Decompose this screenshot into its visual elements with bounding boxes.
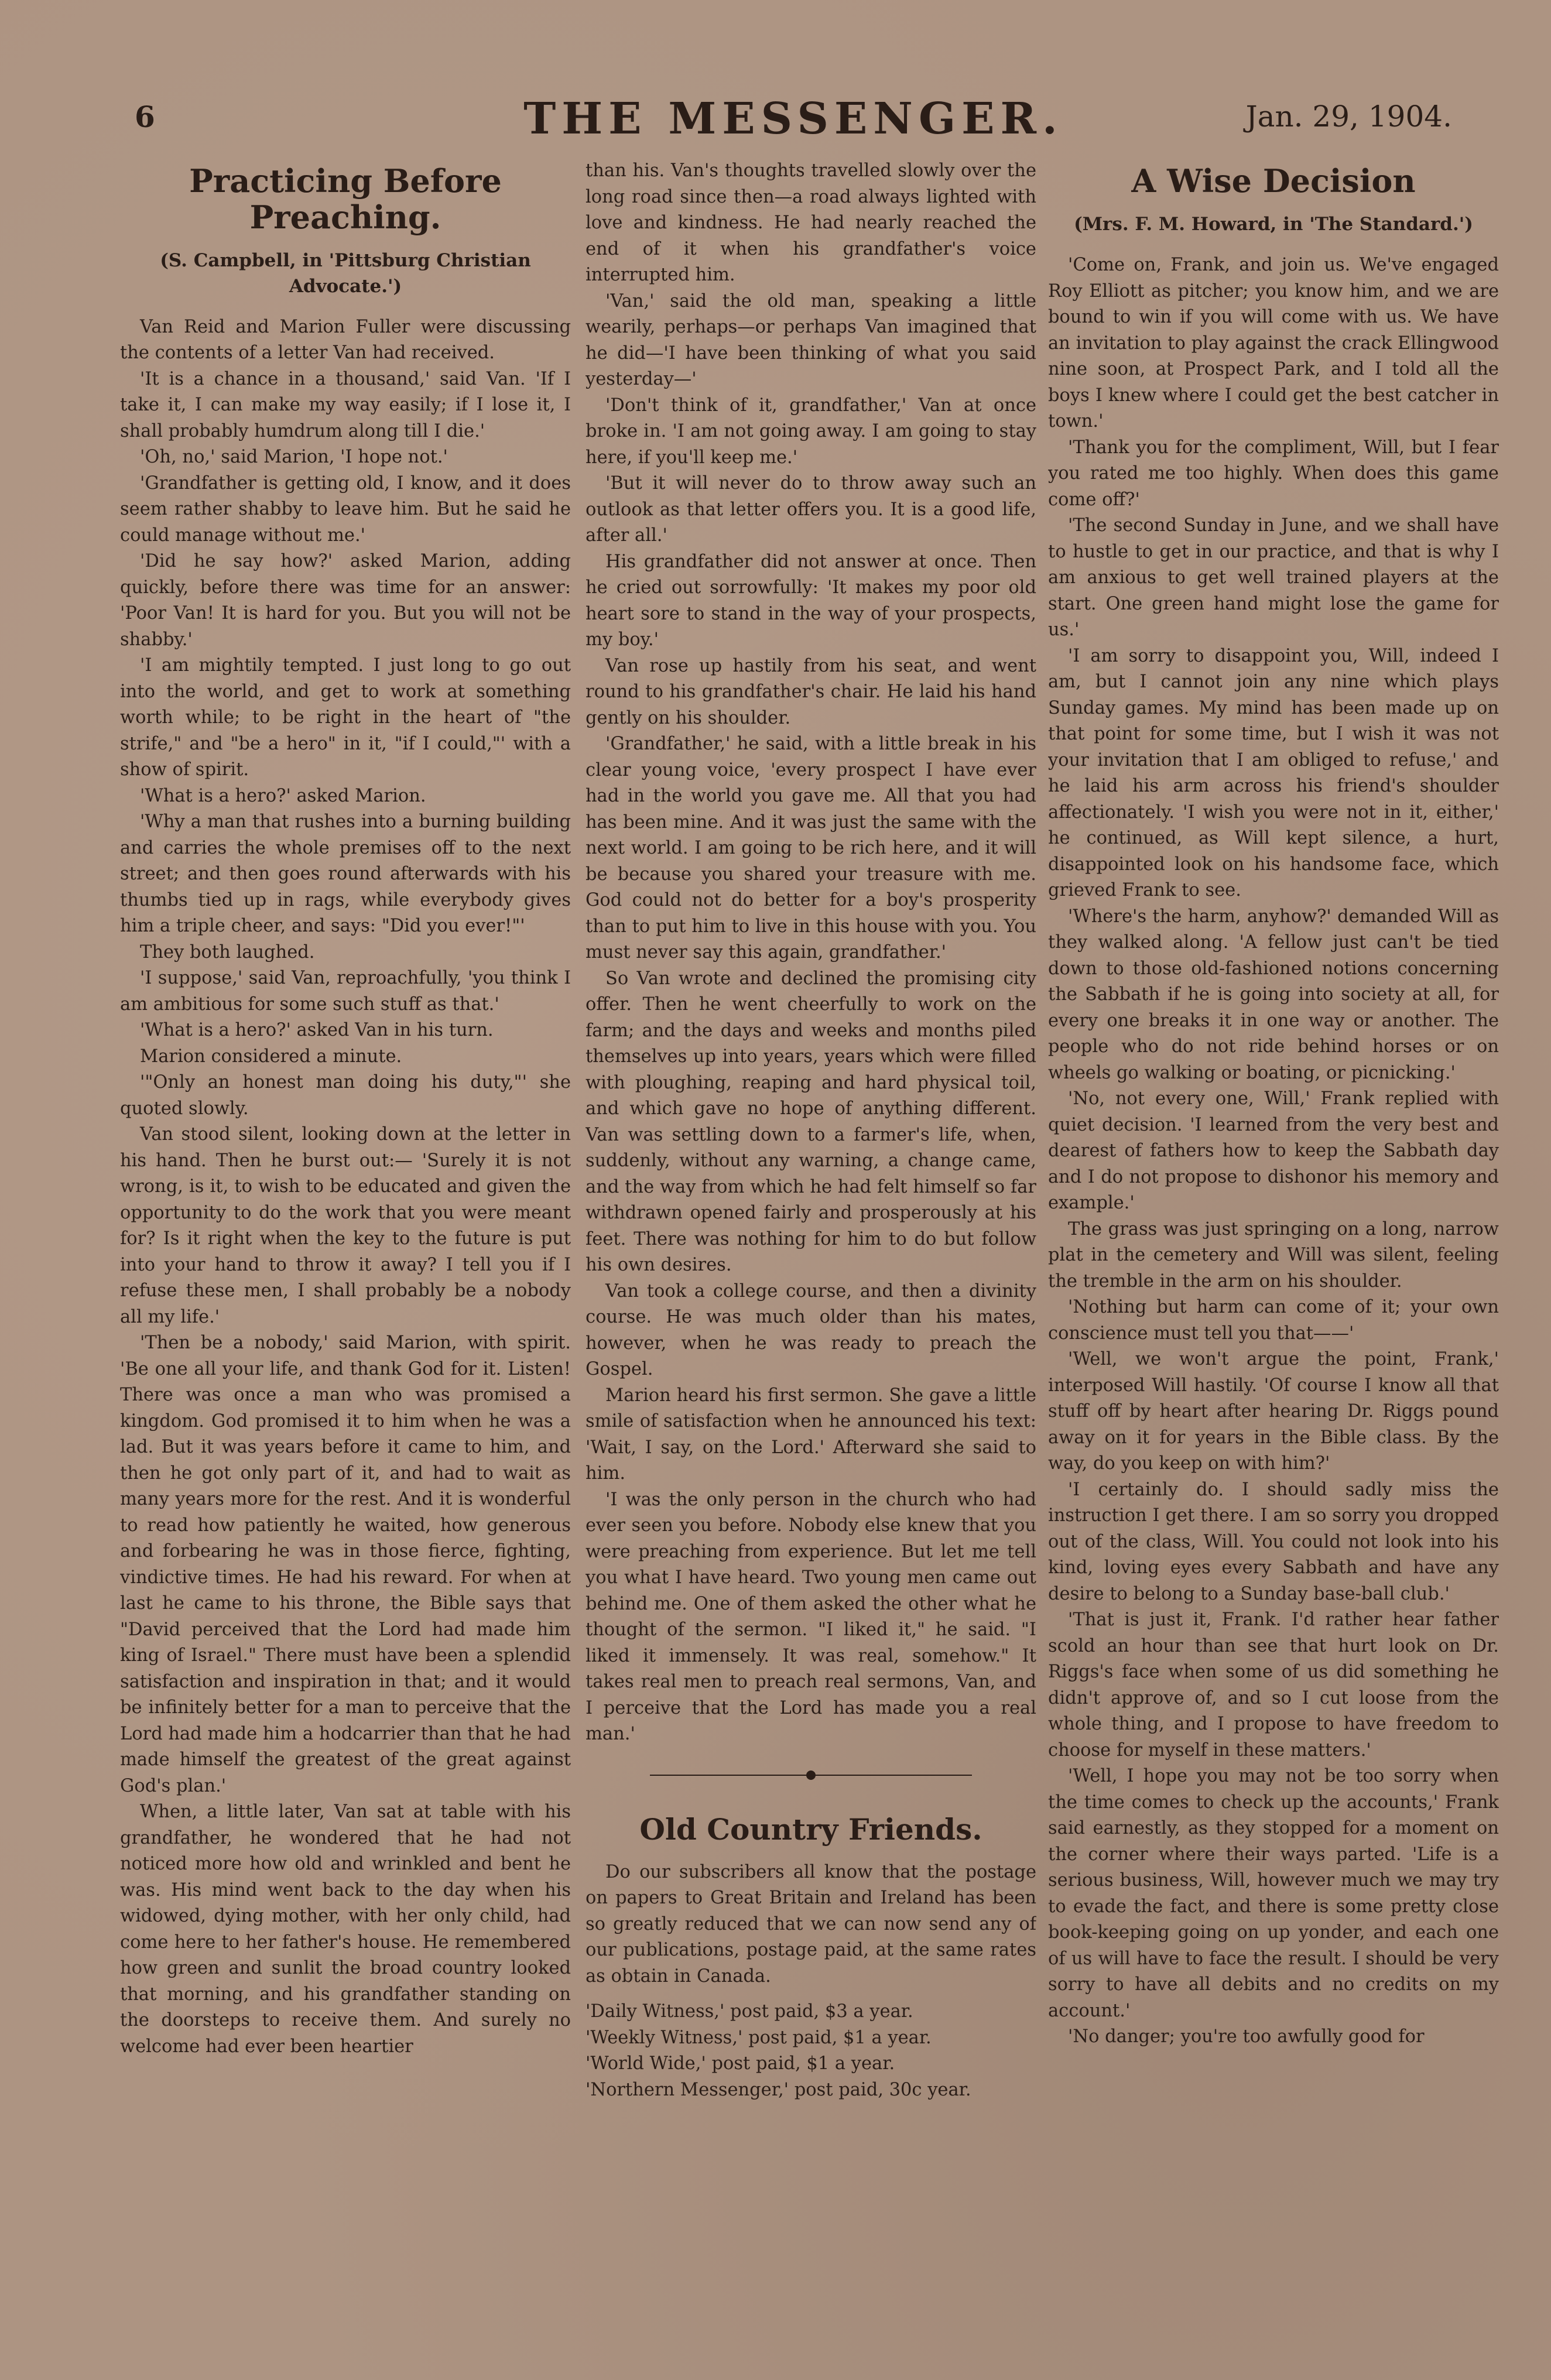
paragraph: Van took a college course, and then a divinity course. He was much older than his mates, however, when he was ready to preach the Gospel. xyxy=(586,1280,1036,1379)
paragraph: 'Oh, no,' said Marion, 'I hope not.' xyxy=(140,447,448,468)
column-2 xyxy=(586,158,1036,2324)
paragraph: Marion considered a minute. xyxy=(140,1046,402,1067)
paragraph: 'Well, I hope you may not be too sorry when the time comes to check up the accounts,' Frank said earnestly, as they stopped for a moment on the corner where their ways parted. 'Life is a serious business, Will, however much we may try to evade the fact, and there is some pretty close book-keeping going on up yonder, and each one of us will have to face the result. I should be very sorry to have all debits and no credits on my account.' xyxy=(1048,1766,1499,2021)
paragraph: 'I certainly do. I should sadly miss the instruction I get there. I am so sorry you dropped out of the class, Will. You could not look into his kind, loving eyes every Sabbath and have any desire to belong to a Sunday base-ball club.' xyxy=(1048,1479,1499,1604)
price-item: 'Daily Witness,' post paid, $3 a year. xyxy=(586,2001,913,2022)
divider-ornament xyxy=(806,1771,816,1780)
paragraph: 'Well, we won't argue the point, Frank,' interposed Will hastily. 'Of course I know all that stuff off by heart after hearing Dr. Riggs pound away on it for years in the Bible class. By the way, do you keep on with him?' xyxy=(1048,1349,1499,1474)
paragraph: 'Grandfather is getting old, I know, and it does seem rather shabby to leave him. But he said he could manage without me.' xyxy=(120,472,571,546)
column-1 xyxy=(120,158,571,2324)
paragraph: 'No, not every one, Will,' Frank replied with quiet decision. 'I learned from the very best and dearest of fathers how to keep the Sabbath day and I do not propose to dishonor his memory and example.' xyxy=(1048,1088,1499,1214)
article-byline: (Mrs. F. M. Howard, in 'The Standard.') xyxy=(1074,214,1473,235)
paragraph: 'Grandfather,' he said, with a little break in his clear young voice, 'every prospect I have ever had in the world you gave me. All that you had has been mine. And it was just the same with the next world. I am going to be rich here, and it will be because you shared your treasure with me. God could not do better for a boy's prosperity than to put him to live in this house with you. You must never say this again, grandfather.' xyxy=(586,734,1036,963)
paragraph: 'No danger; you're too awfully good for xyxy=(1068,2026,1425,2047)
article-continuation xyxy=(586,158,1036,1748)
paragraph: So Van wrote and declined the promising city offer. Then he went cheerfully to work on the farm; and the days and weeks and months piled themselves up into years, years which were filled with ploughing, reaping and hard physical toil, and which gave no hope of anything different. Van was settling down to a farmer's life, when, suddenly, without any warning, a change came, and the way from which he had felt himself so far withdrawn opened fairly and prosperously at his feet. There was nothing for him to do but follow his own desires. xyxy=(586,968,1036,1275)
paragraph: 'Then be a nobody,' said Marion, with spirit. 'Be one all your life, and thank God for it. Listen! There was once a man who was promised a kingdom. God promised it to him when he was a lad. But it was years before it came to him, and then he got only part of it, and had to wait as many years more for the rest. And it is wonderful to read how patiently he waited, how generous and forbearing he was in those fierce, fighting, vindictive times. He had his reward. For when at last he came to his throne, the Bible says that "David perceived that the Lord had made him king of Israel." There must have been a splendid satisfaction and inspiration in that; and it would be infinitely better for a man to perceive that the Lord had made him a hodcarrier than that he had made himself the greatest of the great against God's plan.' xyxy=(120,1333,571,1796)
paragraph: 'That is just it, Frank. I'd rather hear father scold an hour than see that hurt look on Dr. Riggs's face when some of us did something he didn't approve of, and so I cut loose from the whole thing, and I propose to have freedom to choose for myself in these matters.' xyxy=(1048,1610,1499,1761)
paragraph: 'I am mightily tempted. I just long to go out into the world, and get to work at something worth while; to be right in the heart of "the strife," and "be a hero" in it, "if I could,"' with a show of spirit. xyxy=(120,655,571,780)
price-list xyxy=(586,1999,1036,2103)
paragraph: 'I suppose,' said Van, reproachfully, 'you think I am ambitious for some such stuff as that.' xyxy=(120,968,571,1015)
paragraph: 'Thank you for the compliment, Will, but I fear you rated me too highly. When does this game come off?' xyxy=(1048,437,1499,510)
article-title: Old Country Friends. xyxy=(639,1811,982,1847)
paragraph: The grass was just springing on a long, narrow plat in the cemetery and Will was silent, feeling the tremble in the arm on his shoulder. xyxy=(1048,1218,1499,1292)
article-title: Practicing Before Preaching. xyxy=(189,162,502,237)
paragraph: 'The second Sunday in June, and we shall have to hustle to get in our practice, and that is why I am anxious to get well trained players at the start. One green hand might lose the game for us.' xyxy=(1048,515,1499,641)
paragraph: than his. Van's thoughts travelled slowly over the long road since then—a road always lighted with love and kindness. He had nearly reached the end of it when his grandfather's voice interrupted him. xyxy=(586,160,1036,285)
section-divider xyxy=(650,1766,972,1784)
article-body xyxy=(120,314,571,2060)
paragraph: When, a little later, Van sat at table with his grandfather, he wondered that he had not noticed more how old and wrinkled and bent he was. His mind went back to the day when his widowed, dying mother, with her only child, had come here to her father's house. He remembered how green and sunlit the broad country looked that morning, and his grandfather standing on the doorsteps to receive them. And surely no welcome had ever been heartier xyxy=(120,1802,571,2057)
paragraph: 'Don't think of it, grandfather,' Van at once broke in. 'I am not going away. I am going to stay here, if you'll keep me.' xyxy=(586,395,1036,468)
paragraph: Do our subscribers all know that the postage on papers to Great Britain and Ireland has been so greatly reduced that we can now send any of our publications, postage paid, at the same rates as obtain in Canada. xyxy=(586,1861,1036,1987)
paragraph: 'Did he say how?' asked Marion, adding quickly, before there was time for an answer: 'Poor Van! It is hard for you. But you will not be shabby.' xyxy=(120,551,571,650)
masthead xyxy=(135,94,1452,152)
paragraph: 'Van,' said the old man, speaking a little wearily, perhaps—or perhaps Van imagined that he did—'I have been thinking of what you said yesterday—' xyxy=(586,290,1036,389)
paragraph: 'Where's the harm, anyhow?' demanded Will as they walked along. 'A fellow just can't be tied down to those old-fashioned notions concerning the Sabbath if he is going into society at all, for every one breaks it in one way or another. The people who do not ride behind horses or on wheels go walking or boating, or picnicking.' xyxy=(1048,906,1499,1083)
paragraph: '"Only an honest man doing his duty,"' she quoted slowly. xyxy=(120,1072,571,1119)
price-item: 'Northern Messenger,' post paid, 30c year. xyxy=(586,2079,971,2100)
paragraph: 'Nothing but harm can come of it; your own conscience must tell you that——' xyxy=(1048,1297,1499,1344)
paragraph: 'But it will never do to throw away such an outlook as that letter offers you. It is a good life, after all.' xyxy=(586,473,1036,546)
issue-date: Jan. 29, 1904. xyxy=(1245,100,1452,133)
price-item: 'Weekly Witness,' post paid, $1 a year. xyxy=(586,2027,932,2048)
article-title: A Wise Decision xyxy=(1131,162,1416,200)
paragraph: Van rose up hastily from his seat, and went round to his grandfather's chair. He laid his hand gently on his shoulder. xyxy=(586,655,1036,728)
article-body xyxy=(1048,252,1499,2050)
paragraph: Van Reid and Marion Fuller were discussing the contents of a letter Van had received. xyxy=(120,316,571,364)
paragraph: His grandfather did not answer at once. Then he cried out sorrowfully: 'It makes my poor old heart sore to stand in the way of your prospects, my boy.' xyxy=(586,551,1036,650)
paragraph: 'It is a chance in a thousand,' said Van. 'If I take it, I can make my way easily; if I lose it, I shall probably humdrum along till I die.' xyxy=(120,368,571,441)
paragraph: 'I was the only person in the church who had ever seen you before. Nobody else knew that you were preaching from experience. But let me tell you what I have heard. Two young men came out behind me. One of them asked the other what he thought of the sermon. "I liked it," he said. "I liked it immensely. It was real, somehow." It takes real men to preach real sermons, Van, and I perceive that the Lord has made you a real man.' xyxy=(586,1489,1036,1744)
page-number: 6 xyxy=(135,100,155,134)
price-item: 'World Wide,' post paid, $1 a year. xyxy=(586,2053,895,2074)
article-byline: (S. Campbell, in 'Pittsburg Christian Advocate.') xyxy=(160,250,531,297)
paragraph: 'I am sorry to disappoint you, Will, indeed I am, but I cannot join any nine which plays Sunday games. My mind has been made up on that point for some time, but I wish it was not your invitation that I am obliged to refuse,' and he laid his arm across his friend's shoulder affectionately. 'I wish you were not in it, either,' he continued, as Will kept silence, a hurt, disappointed look on his handsome face, which grieved Frank to see. xyxy=(1048,645,1499,901)
paragraph: Van stood silent, looking down at the letter in his hand. Then he burst out:— 'Surely it is not wrong, is it, to wish to be educated and given the opportunity to do the work that you were meant for? Is it right when the key to the future is put into your hand to throw it away? I tell you if I refuse these men, I shall probably be a nobody all my life.' xyxy=(120,1124,571,1327)
column-3 xyxy=(1048,158,1499,2324)
paragraph: 'Why a man that rushes into a burning building and carries the whole premises off to the next street; and then goes round afterwards with his thumbs tied up in rags, while everybody gives him a triple cheer, and says: "Did you ever!"' xyxy=(120,811,571,937)
newspaper-title: THE MESSENGER. xyxy=(523,94,1063,144)
paragraph: 'Come on, Frank, and join us. We've engaged Roy Elliott as pitcher; you know him, and we are bound to win if you will come with us. We have an invitation to play against the crack Ellingwood nine soon, at Prospect Park, and I told all the boys I knew where I could get the best catcher in town.' xyxy=(1048,255,1499,432)
paragraph: They both laughed. xyxy=(140,941,315,963)
paragraph: 'What is a hero?' asked Marion. xyxy=(140,785,426,806)
paragraph: 'What is a hero?' asked Van in his turn. xyxy=(140,1020,494,1041)
paragraph: Marion heard his first sermon. She gave a little smile of satisfaction when he announced his text: 'Wait, I say, on the Lord.' Afterward she said to him. xyxy=(586,1385,1036,1484)
